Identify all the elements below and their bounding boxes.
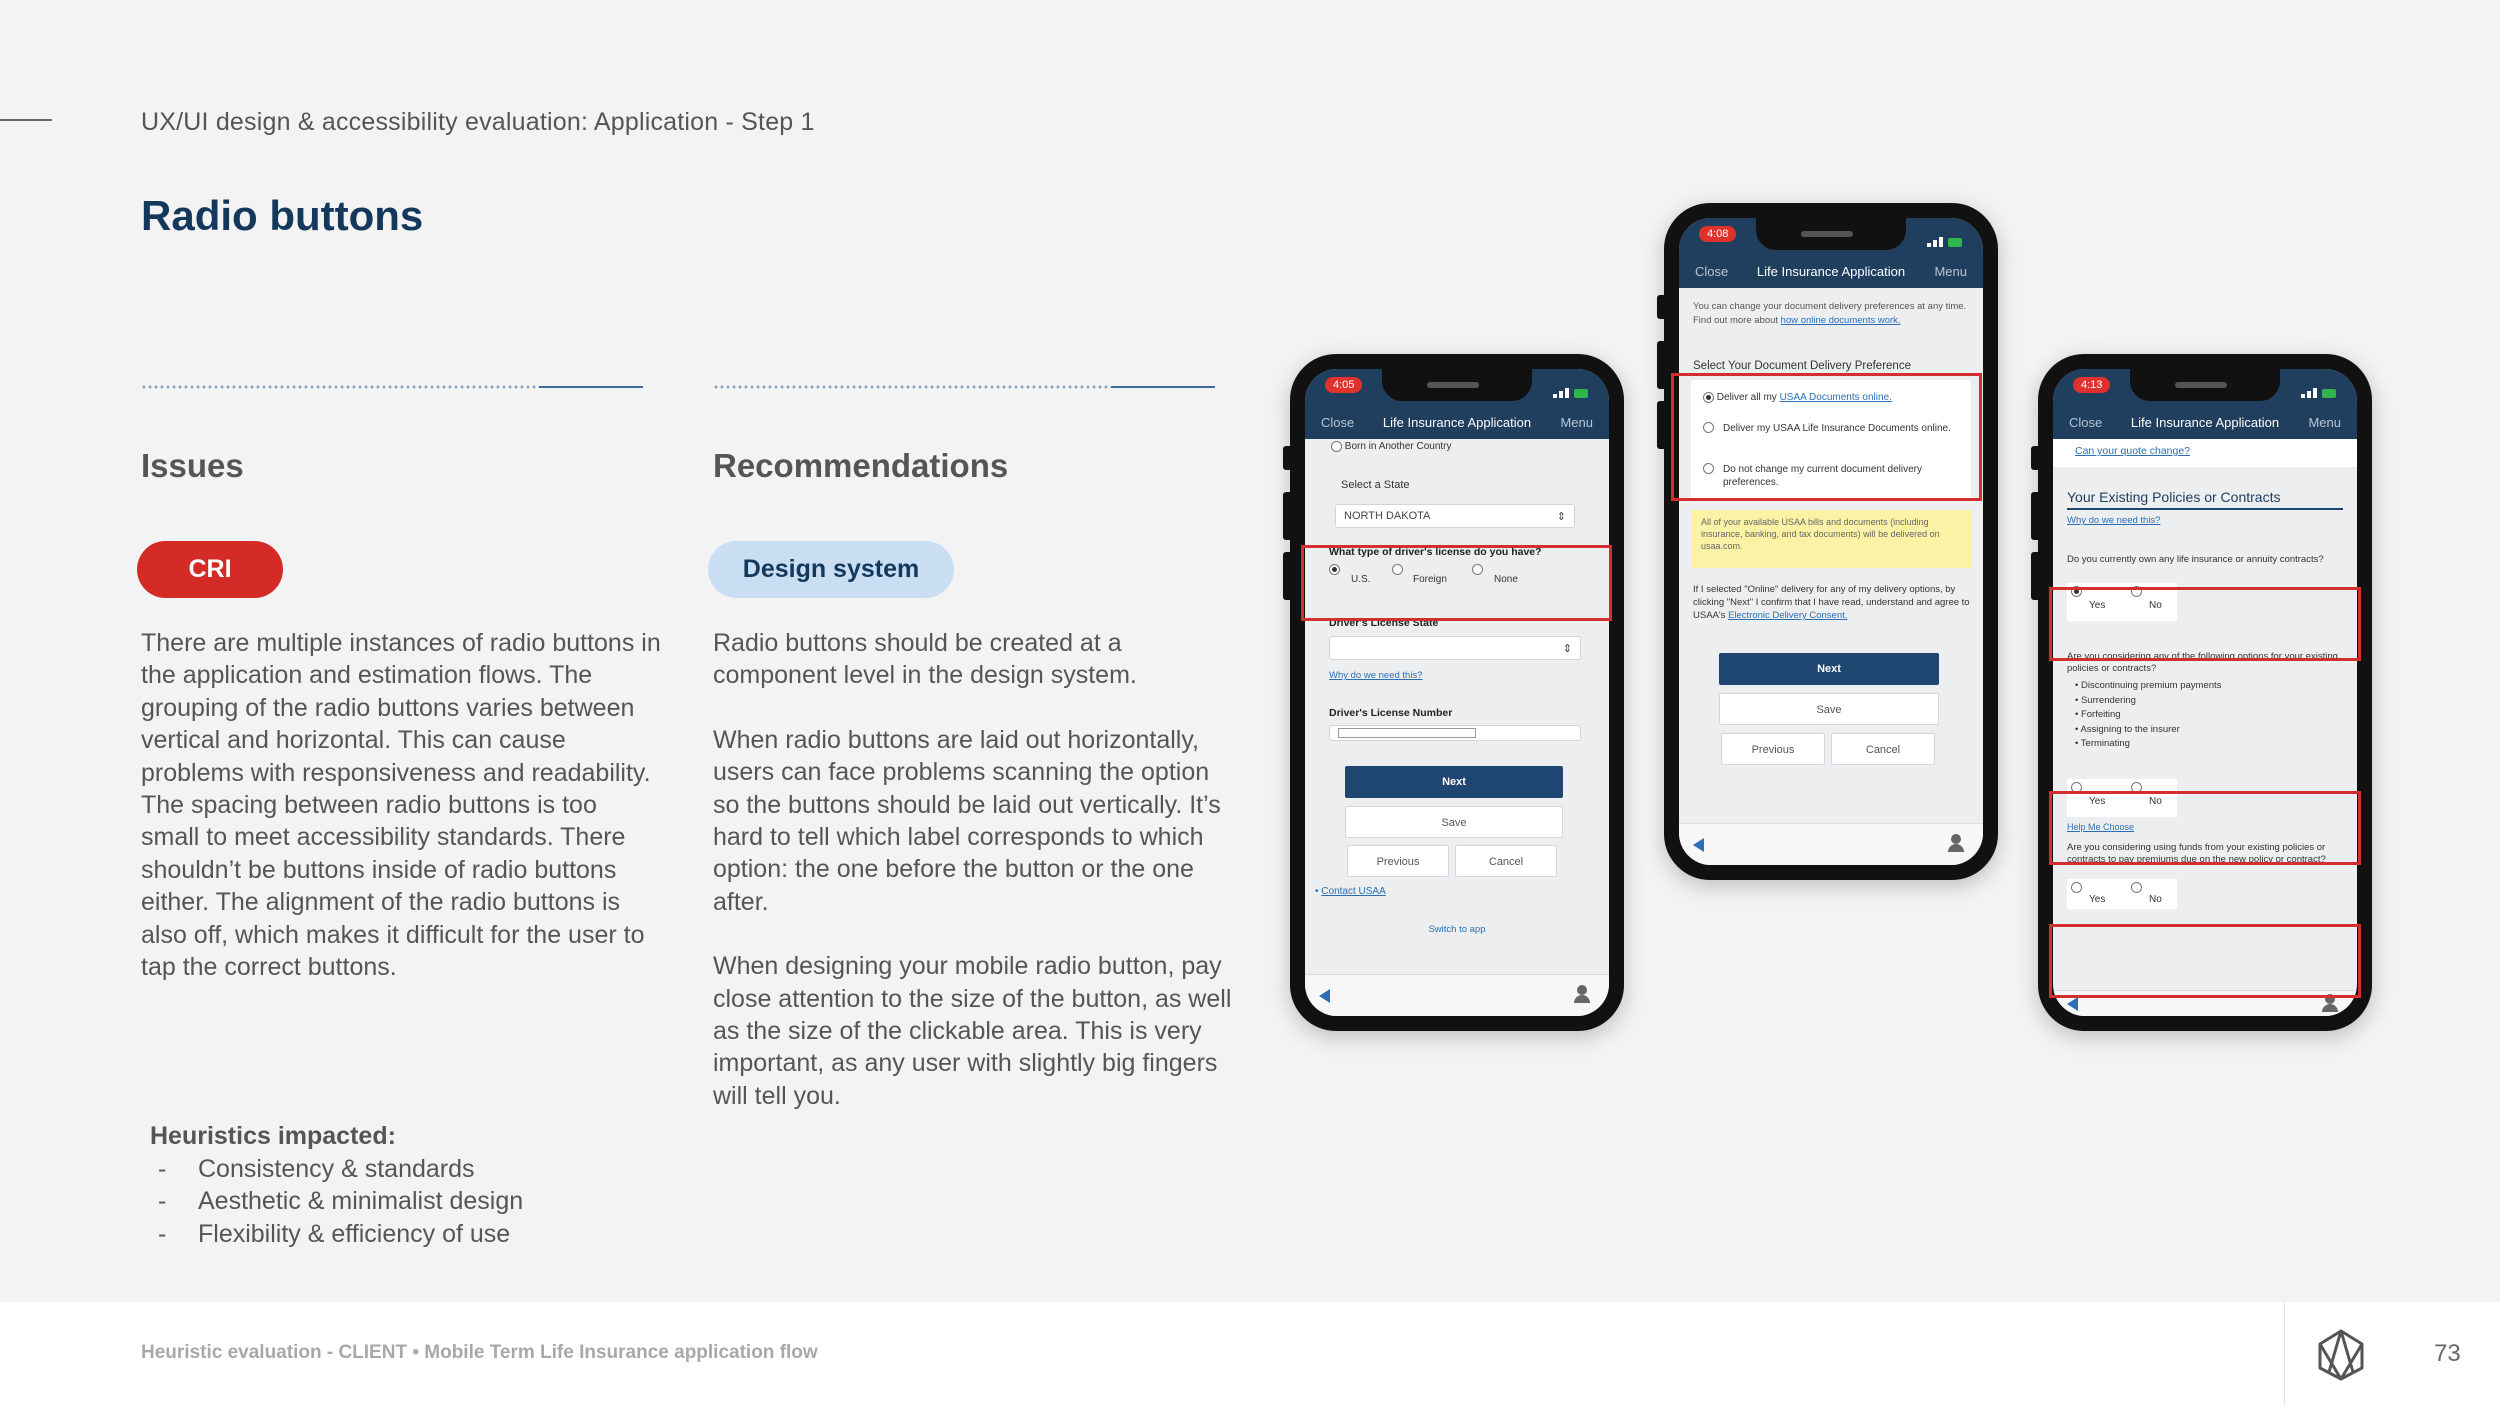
- list-item: • Forfeiting: [2075, 709, 2121, 720]
- section-divider: [141, 385, 643, 389]
- status-time: 4:13: [2073, 377, 2110, 393]
- quote-change-link[interactable]: Can your quote change?: [2075, 445, 2191, 457]
- status-time: 4:08: [1699, 226, 1736, 242]
- footer-text: Heuristic evaluation - CLIENT • Mobile Term Life Insurance application flow: [141, 1342, 818, 1363]
- consent-text: If I selected "Online" delivery for any of my delivery options, by clicking "Next" I confirm that I have read, understand and agree to USAA's Electronic Delivery Consent.: [1693, 584, 1970, 621]
- list-item: - Consistency & standards: [158, 1154, 475, 1183]
- cancel-button[interactable]: Cancel: [1831, 733, 1935, 765]
- state-select[interactable]: NORTH DAKOTA ⇕: [1335, 504, 1575, 528]
- page-title: Radio buttons: [141, 192, 424, 239]
- app-navbar: [1305, 405, 1609, 439]
- options-list: [2075, 679, 2345, 752]
- select-arrow-icon: ⇕: [1562, 643, 1572, 655]
- license-question: What type of driver's license do you have?: [1329, 546, 1542, 558]
- footer-divider: [2284, 1302, 2285, 1406]
- cancel-button[interactable]: Cancel: [1455, 845, 1557, 877]
- page-number: 73: [2434, 1340, 2461, 1367]
- previous-button[interactable]: Previous: [1721, 733, 1825, 765]
- list-item: - Flexibility & efficiency of use: [158, 1219, 511, 1248]
- person-icon[interactable]: [1573, 985, 1591, 1005]
- recommendations-text: [713, 627, 1233, 1144]
- breadcrumb: UX/UI design & accessibility evaluation: Application - Step 1: [141, 108, 815, 136]
- highlight-box: [2049, 924, 2361, 998]
- app-title: Life Insurance Application: [1756, 264, 1906, 279]
- field-label: Select a State: [1341, 479, 1410, 491]
- menu-link[interactable]: Menu: [2308, 415, 2341, 430]
- radio-button[interactable]: [2131, 882, 2142, 893]
- why-link[interactable]: Why do we need this?: [2067, 515, 2161, 526]
- switch-to-app-link[interactable]: Switch to app: [1428, 924, 1486, 935]
- browser-toolbar: [1305, 974, 1609, 1016]
- phone-screenshot-license: [1290, 354, 1624, 1031]
- signal-icon: [2301, 380, 2339, 390]
- heuristics-impacted: [150, 1120, 523, 1250]
- yes-no-radio-group: Yes No: [2067, 583, 2177, 621]
- browser-toolbar: [1679, 823, 1983, 865]
- list-item: • Assigning to the insurer: [2075, 723, 2180, 735]
- yes-no-radio-group: Yes No: [2067, 779, 2177, 817]
- recommendation-paragraph: When designing your mobile radio button, pay close attention to the size of the button, as well as the size of the clickable area. This is very important, as any user with slightly big fingers will tell you.: [713, 952, 1232, 1110]
- category-badge: Design system: [708, 541, 954, 598]
- question-text: Are you considering any of the following options for your existing policies or contracts?: [2067, 651, 2338, 674]
- radio-option-no-change[interactable]: Do not change my current document delivery preferences.: [1703, 463, 1965, 489]
- issues-heading: Issues: [141, 447, 244, 484]
- phone-notch: [1756, 218, 1906, 250]
- list-item: • Discontinuing premium payments: [2075, 680, 2222, 691]
- delivery-note: All of your available USAA bills and documents (including insurance, banking, and tax documents) will be delivered on usaa.com.: [1691, 510, 1971, 568]
- highlight-box: [1301, 545, 1612, 621]
- app-title: Life Insurance Application: [1382, 415, 1532, 430]
- radio-button[interactable]: [2071, 882, 2082, 893]
- section-title: Your Existing Policies or Contracts: [2067, 489, 2343, 510]
- license-number-input[interactable]: [1329, 725, 1581, 741]
- back-icon[interactable]: [1319, 989, 1330, 1003]
- list-item: • Terminating: [2075, 738, 2130, 749]
- phone-notch: [1382, 369, 1532, 401]
- close-link[interactable]: Close: [1321, 415, 1355, 430]
- select-arrow-icon: ⇕: [1556, 511, 1566, 523]
- section-divider: [713, 385, 1215, 389]
- delivery-intro: You can change your document delivery preferences at any time. Find out more about how online documents work.: [1693, 301, 1967, 326]
- phone-screenshot-policies: [2038, 354, 2372, 1031]
- close-link[interactable]: Close: [1695, 264, 1729, 279]
- phone-notch: [2130, 369, 2280, 401]
- consent-link[interactable]: Electronic Delivery Consent.: [1728, 610, 1848, 621]
- phone-screenshot-delivery: [1664, 203, 1998, 880]
- section-title: Select Your Document Delivery Preference: [1693, 360, 1911, 372]
- app-navbar: [1679, 254, 1983, 288]
- signal-icon: [1927, 229, 1965, 239]
- list-item: - Aesthetic & minimalist design: [158, 1187, 524, 1215]
- issues-text: [141, 627, 661, 1015]
- menu-link[interactable]: Menu: [1934, 264, 1967, 279]
- heuristics-list: [150, 1153, 523, 1251]
- question-text: Do you currently own any life insurance or annuity contracts?: [2067, 554, 2324, 565]
- radio-option-life-online[interactable]: Deliver my USAA Life Insurance Documents online.: [1703, 422, 1965, 435]
- phone-screen: [1305, 369, 1609, 1016]
- recommendations-heading: Recommendations: [713, 447, 1009, 484]
- phone-screen: [2053, 369, 2357, 1016]
- recommendation-paragraph: When radio buttons are laid out horizontally, users can face problems scanning the option so the buttons should be laid out vertically. It’s hard to tell which label corresponds to which option: the one before the button or the one after.: [713, 725, 1221, 916]
- person-icon[interactable]: [1947, 834, 1965, 854]
- next-button[interactable]: Next: [1345, 766, 1563, 798]
- status-time: 4:05: [1325, 377, 1362, 393]
- footer: [0, 1302, 2500, 1406]
- radio-button[interactable]: [1331, 441, 1342, 452]
- question-text: Are you considering using funds from your existing policies or contracts to pay premiums due on the new policy or contract?: [2067, 842, 2326, 865]
- phone-content: Born in Another Country Select a State NORTH DAKOTA ⇕ What type of driver's license do you have? U.S. Foreign None Driver's License State ⇕ Why do we need this? Driver's License Number Next Save Previous Cancel • Contact USAA Switch to app: [1305, 439, 1609, 1016]
- save-button[interactable]: Save: [1719, 693, 1939, 725]
- save-button[interactable]: Save: [1345, 806, 1563, 838]
- phone-screen: [1679, 218, 1983, 865]
- online-docs-link[interactable]: how online documents work.: [1780, 315, 1901, 326]
- heuristics-heading: Heuristics impacted:: [150, 1122, 396, 1150]
- recommendations-column: [713, 385, 1232, 1110]
- highlight-box: [2049, 587, 2361, 661]
- top-rule: [0, 119, 52, 121]
- field-label: Driver's License State: [1329, 617, 1439, 629]
- severity-badge: CRI: [137, 541, 283, 598]
- app-navbar: [2053, 405, 2357, 439]
- app-title: Life Insurance Application: [2130, 415, 2280, 430]
- license-state-select[interactable]: [1329, 636, 1581, 660]
- highlight-box: [2049, 791, 2361, 865]
- next-button[interactable]: Next: [1719, 653, 1939, 685]
- company-logo-icon: [2314, 1328, 2368, 1382]
- radio-option-all-online[interactable]: Deliver all my USAA Documents online.: [1703, 392, 1892, 403]
- yes-no-radio-group: Yes No: [2067, 879, 2177, 909]
- back-icon[interactable]: [1693, 838, 1704, 852]
- help-me-choose-link[interactable]: Help Me Choose: [2067, 822, 2135, 832]
- previous-button[interactable]: Previous: [1347, 845, 1449, 877]
- list-item: • Surrendering: [2075, 694, 2136, 706]
- recommendation-paragraph: Radio buttons should be created at a component level in the design system.: [713, 629, 1137, 690]
- back-icon[interactable]: [2067, 997, 2078, 1011]
- issues-column: [141, 385, 661, 982]
- highlight-box: [1671, 373, 1982, 501]
- why-link[interactable]: Why do we need this?: [1329, 670, 1423, 681]
- menu-link[interactable]: Menu: [1560, 415, 1593, 430]
- field-label: Driver's License Number: [1329, 707, 1453, 719]
- signal-icon: [1553, 380, 1591, 390]
- close-link[interactable]: Close: [2069, 415, 2103, 430]
- contact-link[interactable]: Contact USAA: [1321, 886, 1386, 897]
- issues-paragraph: There are multiple instances of radio buttons in the application and estimation flows. The grouping of the radio buttons varies between vertical and horizontal. This can cause problems with responsiveness and readability. The spacing between radio buttons is too small to meet accessibility standards. There shouldn’t be buttons inside of radio buttons either. The alignment of the radio buttons is also off, which makes it difficult for the user to tap the correct buttons.: [141, 629, 661, 982]
